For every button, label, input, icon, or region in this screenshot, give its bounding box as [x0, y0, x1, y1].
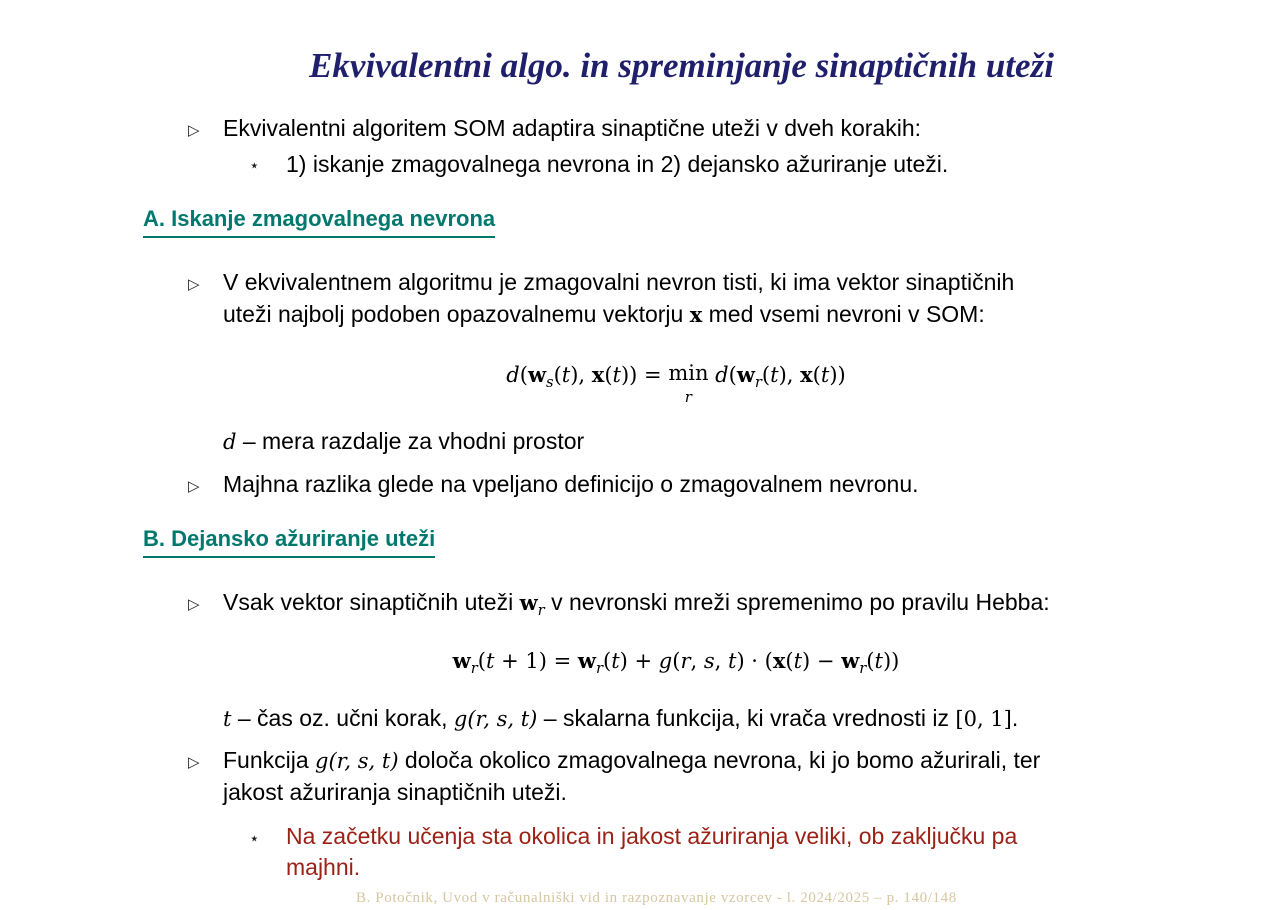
- section-b-note-end: .: [1011, 705, 1019, 731]
- section-a-heading: A. Iskanje zmagovalnega nevrona: [143, 206, 495, 238]
- section-b-heading: B. Dejansko ažuriranje uteži: [143, 526, 435, 558]
- triangle-bullet-icon: ▷: [188, 122, 200, 139]
- func-g: g(r, s, t): [453, 707, 538, 731]
- section-b-note: [223, 702, 1018, 735]
- triangle-bullet-icon: ▷: [188, 596, 200, 613]
- var-d: d: [223, 430, 237, 454]
- star-bullet-icon: ⋆: [249, 829, 260, 848]
- intro-sub-text: 1) iskanje zmagovalnega nevrona in 2) dejansko ažuriranje uteži.: [286, 151, 949, 177]
- section-b-note-part1: – čas oz. učni korak,: [237, 705, 448, 731]
- highlight-line1: Na začetku učenja sta okolica in jakost ažuriranja veliki, ob zaključku pa: [286, 823, 1018, 849]
- interval: [0, 1]: [955, 707, 1012, 731]
- section-a-note-text: – mera razdalje za vhodni prostor: [242, 428, 585, 454]
- vector-w-r: $w_r$: [519, 590, 545, 620]
- section-a-bullet1-line2: [223, 298, 985, 331]
- section-a-bullet2: Majhna razlika glede na vpeljano definicijo o zmagovalnem nevronu.: [223, 471, 919, 497]
- slide-footer: B. Potočnik, Uvod v računalniški vid in razpoznavanje vzorcev - l. 2024/2025 – p. 140/148: [356, 890, 957, 906]
- highlight-line2: majhni.: [286, 854, 361, 880]
- section-b-bullet2-line1: [223, 744, 1040, 777]
- section-b-bullet2-after: določa okolico zmagovalnega nevrona, ki jo bomo ažurirali, ter: [404, 747, 1041, 773]
- intro-bullet-text: Ekvivalentni algoritem SOM adaptira sinaptične uteži v dveh korakih:: [223, 115, 922, 141]
- section-a-note: [223, 425, 584, 458]
- section-a-bullet1-line2-after: med vsemi nevroni v SOM:: [708, 301, 985, 327]
- vector-x: x: [689, 302, 703, 327]
- func-g: g(r, s, t): [315, 749, 399, 773]
- section-b-bullet1: [223, 586, 1050, 627]
- section-a-bullet1-line1: V ekvivalentnem algoritmu je zmagovalni nevron tisti, ki ima vektor sinaptičnih: [223, 269, 1015, 295]
- equation-winner: $d(w_s(t)$, x(t)) = min r $d(w_r(t)$, x(t)): [506, 361, 846, 406]
- triangle-bullet-icon: ▷: [188, 478, 200, 495]
- slide-title: Ekvivalentni algo. in spreminjanje sinaptičnih uteži: [309, 46, 1054, 85]
- section-b-bullet1-after: v nevronski mreži spremenimo po pravilu Hebba:: [551, 589, 1050, 615]
- section-b-bullet1-before: Vsak vektor sinaptičnih uteži: [223, 589, 514, 615]
- section-a-bullet1-line2-before: uteži najbolj podoben opazovalnemu vektorju: [223, 301, 684, 327]
- section-b-bullet2-line2: jakost ažuriranja sinaptičnih uteži.: [223, 779, 567, 805]
- var-t: t: [223, 707, 232, 731]
- equation-hebb: $w_r(t + 1) = w_r(t) + g(r$, s, $t) \cdot (x(t) - w_r(t))$: [452, 648, 900, 678]
- section-b-note-part2: – skalarna funkcija, ki vrača vrednosti iz: [543, 705, 949, 731]
- triangle-bullet-icon: ▷: [188, 754, 200, 771]
- section-b-bullet2-before: Funkcija: [223, 747, 309, 773]
- star-bullet-icon: ⋆: [249, 156, 260, 175]
- triangle-bullet-icon: ▷: [188, 276, 200, 293]
